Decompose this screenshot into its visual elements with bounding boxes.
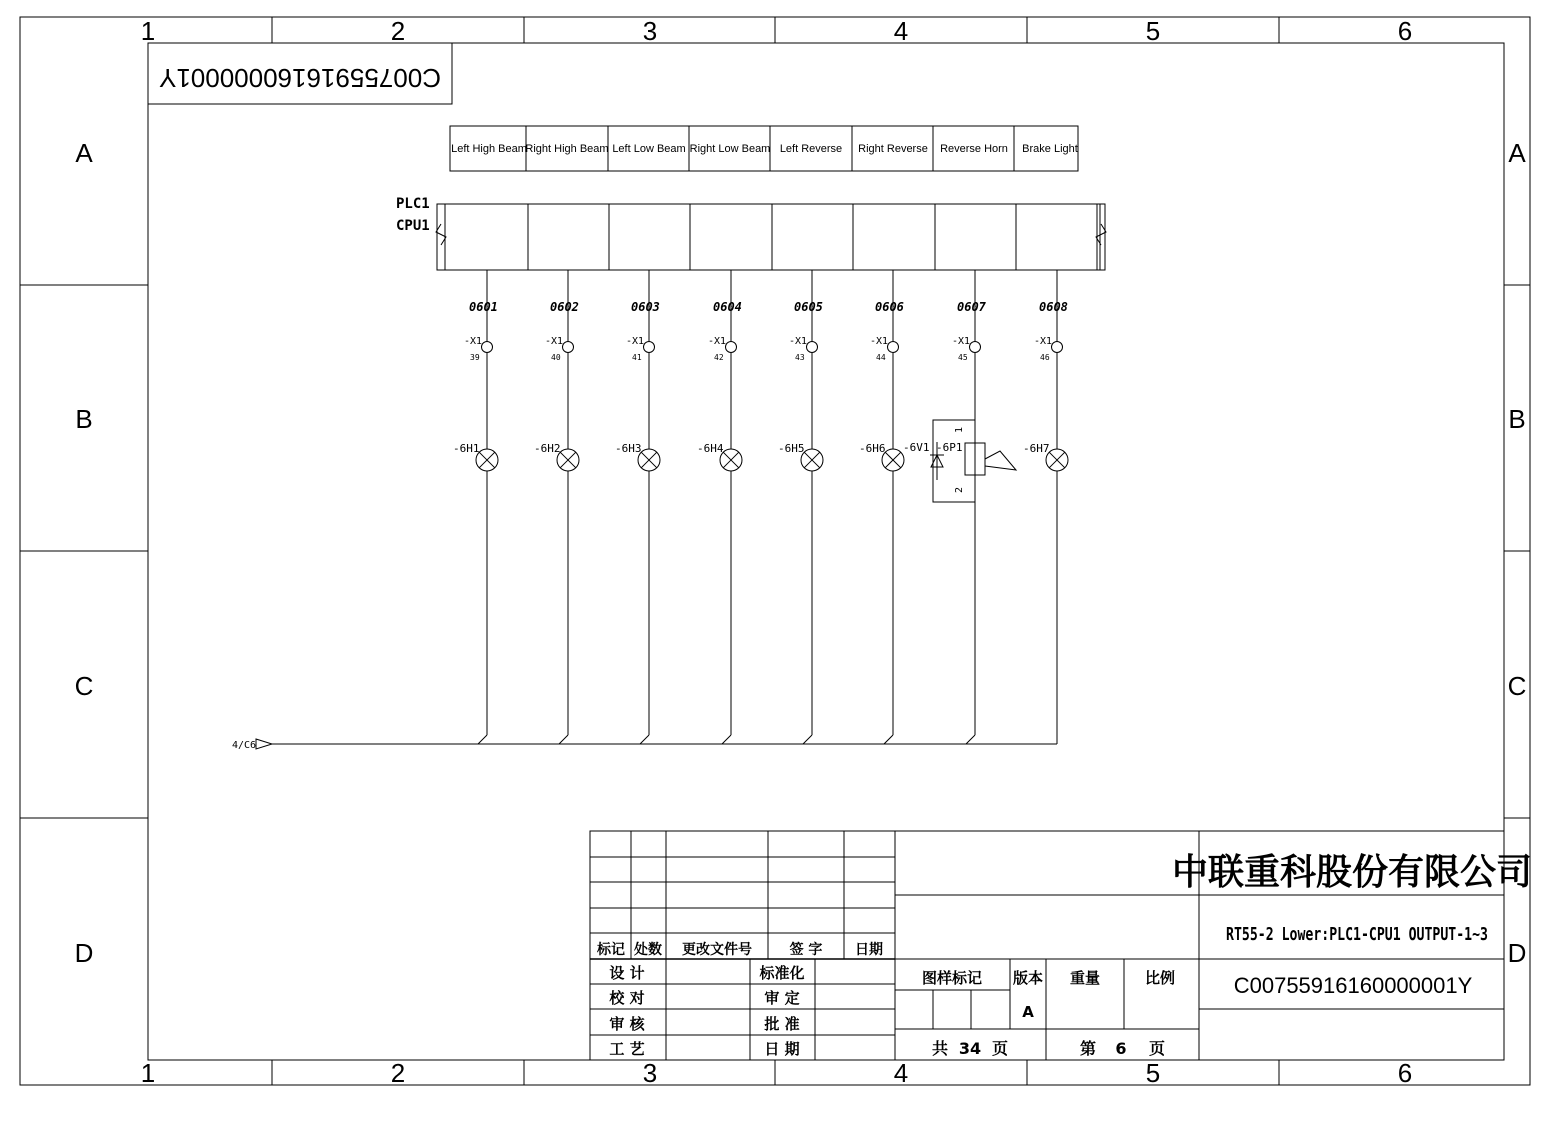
rev-header-count: 处数 xyxy=(634,942,662,958)
terminal-pin: 44 xyxy=(876,353,886,362)
row-label: D xyxy=(1507,938,1527,968)
terminal-circle xyxy=(482,342,493,353)
terminal-pin: 45 xyxy=(958,353,968,362)
plc-module xyxy=(436,204,1106,270)
output-channels xyxy=(453,270,1068,744)
drawing-title: RT55-2 Lower:PLC1-CPU1 OUTPUT-1~3 xyxy=(1226,924,1488,945)
role-review: 审 核 xyxy=(609,1015,645,1033)
row-label: C xyxy=(1507,671,1527,701)
col-label: 3 xyxy=(642,16,658,46)
col-label: 5 xyxy=(1145,1058,1161,1088)
sheet-number: 6 xyxy=(1115,1039,1127,1058)
column-labels-bottom xyxy=(141,1058,1412,1088)
column-labels-top xyxy=(141,16,1412,46)
output-label: Brake Light xyxy=(1022,143,1078,155)
title-block xyxy=(590,831,1532,1060)
rev-header-sign: 签 字 xyxy=(789,942,823,958)
column-dividers xyxy=(272,17,1279,1085)
col-label: 6 xyxy=(1397,16,1413,46)
col-label: 6 xyxy=(1397,1058,1413,1088)
output-label: Right Reverse xyxy=(858,143,928,155)
wire-number: 0608 xyxy=(1039,300,1068,314)
col-label: 1 xyxy=(140,16,156,46)
terminal-pin: 42 xyxy=(714,353,724,362)
output-label: Left High Beam xyxy=(451,143,527,155)
row-label: B xyxy=(75,404,93,434)
terminal-circle xyxy=(644,342,655,353)
terminal-label: -X1 xyxy=(626,336,645,347)
terminal-circle xyxy=(726,342,737,353)
col-label: 3 xyxy=(642,1058,658,1088)
bus-junction xyxy=(559,735,568,744)
terminal-label: -X1 xyxy=(952,336,971,347)
col-label: 2 xyxy=(390,16,406,46)
terminal-label: -X1 xyxy=(1034,336,1053,347)
terminal-pin: 46 xyxy=(1040,353,1050,362)
role-authorize: 批 准 xyxy=(764,1015,800,1033)
wire-number: 0605 xyxy=(794,300,823,314)
col-label: 5 xyxy=(1145,16,1161,46)
device-label: -6H1 xyxy=(453,442,480,455)
terminal-label: -X1 xyxy=(789,336,808,347)
device-label: -6H2 xyxy=(534,442,561,455)
version-value: A xyxy=(1022,1003,1034,1021)
terminal-circle xyxy=(563,342,574,353)
role-design: 设 计 xyxy=(609,964,645,982)
col-label: 4 xyxy=(893,16,909,46)
terminal-label: -X1 xyxy=(464,336,483,347)
device-label: -6H6 xyxy=(859,442,886,455)
wire-number: 0607 xyxy=(957,300,986,314)
plc-label-line1: PLC1 xyxy=(396,196,430,212)
mirrored-code: C00755916160000001Y xyxy=(159,63,441,93)
horn-pin-2: 2 xyxy=(954,486,965,493)
mark-header-version: 版本 xyxy=(1012,969,1044,987)
cross-ref-arrow xyxy=(256,739,272,749)
bus-junction xyxy=(722,735,731,744)
output-label: Right Low Beam xyxy=(689,143,771,155)
role-check: 校 对 xyxy=(609,989,645,1007)
device-label: -6P1 xyxy=(936,441,963,454)
wire-number: 0606 xyxy=(875,300,904,314)
terminal-circle xyxy=(1052,342,1063,353)
rev-header-docno: 更改文件号 xyxy=(682,942,752,958)
rev-header-mark: 标记 xyxy=(597,942,625,958)
wire-number: 0603 xyxy=(631,300,660,314)
col-label: 1 xyxy=(140,1058,156,1088)
horn-assembly xyxy=(903,420,1016,502)
row-label: B xyxy=(1508,404,1526,434)
col-label: 4 xyxy=(893,1058,909,1088)
device-label: -6H7 xyxy=(1023,442,1050,455)
terminal-label: -X1 xyxy=(870,336,889,347)
wire-number: 0604 xyxy=(713,300,742,314)
horn-pin-1: 1 xyxy=(954,426,965,433)
cross-ref-label: 4/C6 xyxy=(232,740,257,751)
device-label: -6H3 xyxy=(615,442,642,455)
diode-label: -6V1 xyxy=(903,441,930,454)
terminal-circle xyxy=(888,342,899,353)
mark-header-scale: 比例 xyxy=(1144,969,1176,987)
row-labels xyxy=(75,138,1527,968)
horn-icon xyxy=(985,451,1016,470)
row-label: A xyxy=(75,138,93,168)
bus-junction xyxy=(884,735,893,744)
sheet-suffix: 页 xyxy=(1148,1039,1166,1058)
terminal-label: -X1 xyxy=(545,336,564,347)
terminal-label: -X1 xyxy=(708,336,727,347)
role-standard: 标准化 xyxy=(759,964,805,982)
company-name: 中联重科股份有限公司 xyxy=(1171,852,1533,893)
terminal-circle xyxy=(970,342,981,353)
output-label: Left Reverse xyxy=(779,143,843,155)
output-label-row xyxy=(450,126,1078,171)
wire-number: 0601 xyxy=(469,300,498,314)
output-label: Right High Beam xyxy=(525,143,609,155)
total-suffix: 页 xyxy=(991,1039,1009,1058)
device-label: -6H5 xyxy=(778,442,805,455)
bus-junction xyxy=(640,735,649,744)
inner-border xyxy=(148,43,1504,1060)
row-label: D xyxy=(74,938,94,968)
mark-header-weight: 重量 xyxy=(1069,969,1101,987)
terminal-pin: 41 xyxy=(632,353,642,362)
terminal-pin: 39 xyxy=(470,353,480,362)
terminal-circle xyxy=(807,342,818,353)
terminal-pin: 40 xyxy=(551,353,561,362)
row-dividers xyxy=(20,285,1530,818)
role-approve: 审 定 xyxy=(764,989,800,1007)
row-label: C xyxy=(74,671,94,701)
row-label: A xyxy=(1508,138,1526,168)
output-label: Reverse Horn xyxy=(940,143,1008,155)
wire-number: 0602 xyxy=(550,300,579,314)
bus-junction xyxy=(966,735,975,744)
col-label: 2 xyxy=(390,1058,406,1088)
role-date: 日 期 xyxy=(764,1040,800,1058)
plc-label-line2: CPU1 xyxy=(396,218,430,234)
sheet-prefix: 第 xyxy=(1079,1039,1097,1058)
rev-header-date: 日期 xyxy=(855,942,883,958)
drawing-number: C00755916160000001Y xyxy=(1233,973,1473,998)
output-label: Left Low Beam xyxy=(612,143,686,155)
total-prefix: 共 xyxy=(931,1039,949,1058)
bus-junction xyxy=(803,735,812,744)
device-label: -6H4 xyxy=(697,442,724,455)
bus-junction xyxy=(478,735,487,744)
role-process: 工 艺 xyxy=(609,1040,645,1058)
total-pages: 34 xyxy=(958,1039,982,1058)
terminal-pin: 43 xyxy=(795,353,805,362)
mark-header-pattern: 图样标记 xyxy=(921,969,983,987)
